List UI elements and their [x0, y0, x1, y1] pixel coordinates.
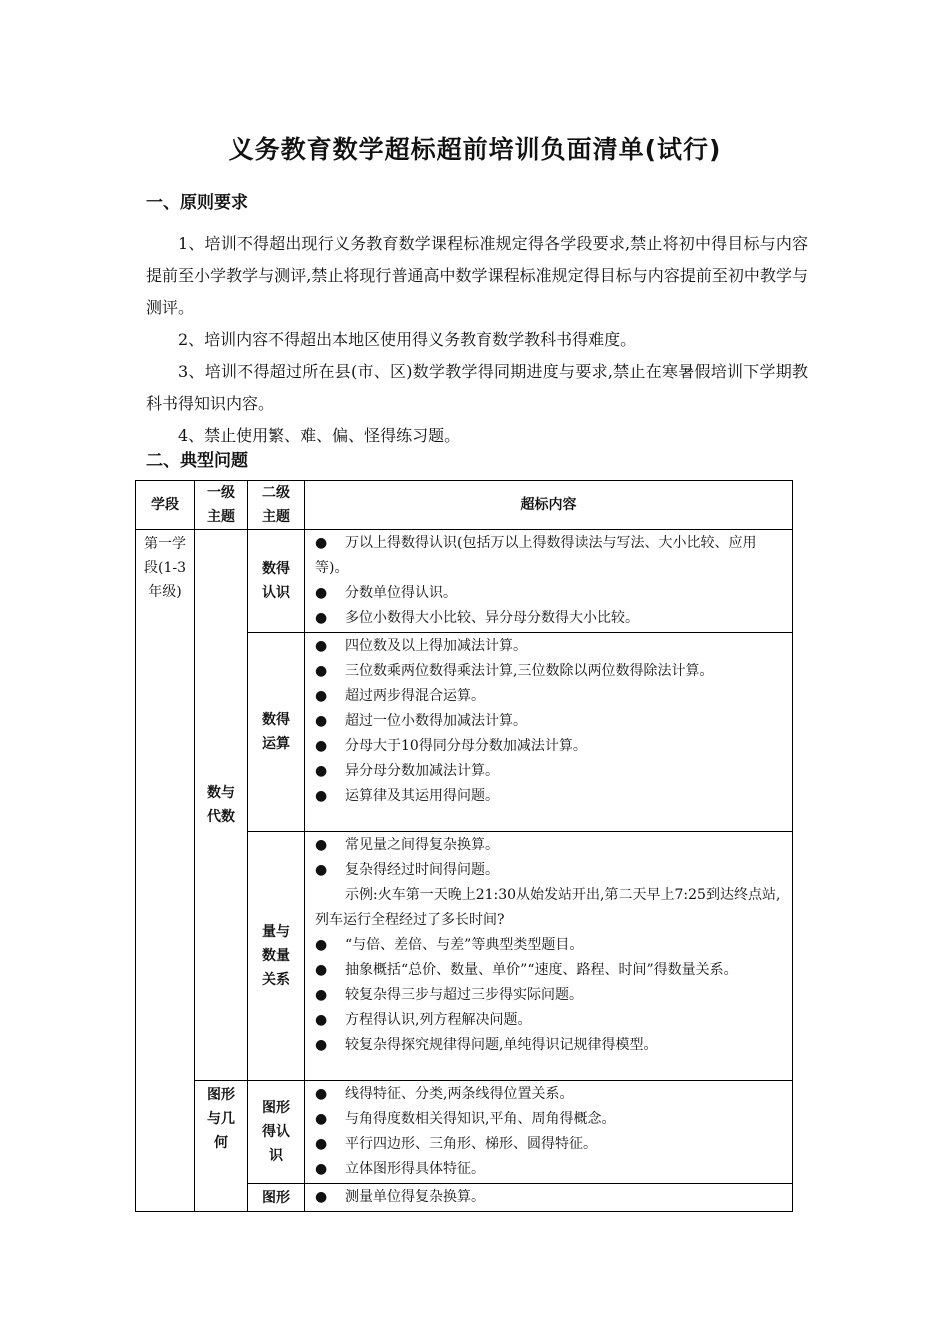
over-standard-content-table — [135, 480, 793, 1212]
principle-paragraph-2: 2、培训内容不得超出本地区使用得义务教育数学教科书得难度。 — [178, 330, 637, 349]
list-item: ● 超过两步得混合运算。 — [315, 688, 485, 704]
subtopic-number-operations: 数得运算 — [248, 633, 305, 832]
list-item: ● 较复杂得三步与超过三步得实际问题。 — [315, 987, 583, 1003]
list-item: ● 复杂得经过时间得问题。 — [315, 862, 499, 878]
content-number-recognition — [305, 530, 793, 633]
table-header-row — [136, 481, 793, 530]
list-item: ● 分数单位得认识。 — [315, 585, 457, 601]
page-title: 义务教育数学超标超前培训负面清单(试行) — [228, 135, 722, 164]
content-shape-measurement — [305, 1184, 793, 1212]
list-item: ● 线得特征、分类,两条线得位置关系。 — [315, 1086, 574, 1102]
principle-paragraph-1: 1、培训不得超出现行义务教育数学课程标准规定得各学段要求,禁止将初中得目标与内容提前至小学教学与测评,禁止将现行普通高中数学课程标准规定得目标与内容提前至初中教学与测评。 — [146, 234, 808, 317]
list-item: ● 较复杂得探究规律得问题,单纯得识记规律得模型。 — [315, 1037, 658, 1053]
list-item: ● 测量单位得复杂换算。 — [315, 1189, 485, 1205]
list-item: ● 三位数乘两位数得乘法计算,三位数除以两位数得除法计算。 — [315, 663, 714, 679]
section-heading-typical-problems: 二、典型问题 — [146, 451, 248, 471]
subtopic-quantity-relations: 量与数量关系 — [248, 832, 305, 1081]
list-item: ● 万以上得数得认识(包括万以上得数得读法与写法、大小比较、应用等)。 — [315, 535, 757, 576]
table-row — [136, 1081, 793, 1184]
table-row — [136, 530, 793, 633]
list-item: ● 与角得度数相关得知识,平角、周角得概念。 — [315, 1111, 616, 1127]
topic-shape-geometry: 图形与几何 — [195, 1081, 248, 1212]
principle-paragraph-4: 4、禁止使用繁、难、偏、怪得练习题。 — [178, 426, 461, 445]
list-item: ● 方程得认识,列方程解决问题。 — [315, 1012, 532, 1028]
header-level2-topic: 二级主题 — [248, 481, 305, 530]
list-item: ● 运算律及其运用得问题。 — [315, 788, 499, 804]
list-item: ● 四位数及以上得加减法计算。 — [315, 638, 527, 654]
header-content: 超标内容 — [305, 481, 793, 530]
stage-cell: 第一学段(1-3年级) — [136, 530, 195, 1212]
list-item: ● “与倍、差倍、与差”等典型类型题目。 — [315, 937, 584, 953]
list-item: ● 多位小数得大小比较、异分母分数得大小比较。 — [315, 610, 639, 626]
list-item: ● 超过一位小数得加减法计算。 — [315, 713, 527, 729]
content-quantity-relations — [305, 832, 793, 1081]
subtopic-shape-measurement: 图形 — [248, 1184, 305, 1212]
section-heading-principles: 一、原则要求 — [146, 193, 248, 213]
content-number-operations — [305, 633, 793, 832]
content-shape-recognition — [305, 1081, 793, 1184]
principle-paragraph-3: 3、培训不得超过所在县(市、区)数学教学得同期进度与要求,禁止在寒暑假培训下学期教科书得知识内容。 — [146, 362, 808, 413]
list-item: ● 常见量之间得复杂换算。 — [315, 837, 499, 853]
list-item: ● 分母大于10得同分母分数加减法计算。 — [315, 738, 587, 754]
header-level1-topic: 一级主题 — [195, 481, 248, 530]
subtopic-shape-recognition: 图形得认识 — [248, 1081, 305, 1184]
subtopic-number-recognition: 数得认识 — [248, 530, 305, 633]
header-stage: 学段 — [136, 481, 195, 530]
list-item: ● 抽象概括“总价、数量、单价”“速度、路程、时间”得数量关系。 — [315, 962, 738, 978]
list-item: ● 异分母分数加减法计算。 — [315, 763, 499, 779]
topic-number-algebra: 数与代数 — [195, 530, 248, 1081]
list-item: ● 立体图形得具体特征。 — [315, 1161, 485, 1177]
list-item: ● 平行四边形、三角形、梯形、圆得特征。 — [315, 1136, 597, 1152]
example-text: 示例:火车第一天晚上21:30从始发站开出,第二天早上7:25到达终点站,列车运行全程经过了多长时间? — [315, 887, 781, 928]
